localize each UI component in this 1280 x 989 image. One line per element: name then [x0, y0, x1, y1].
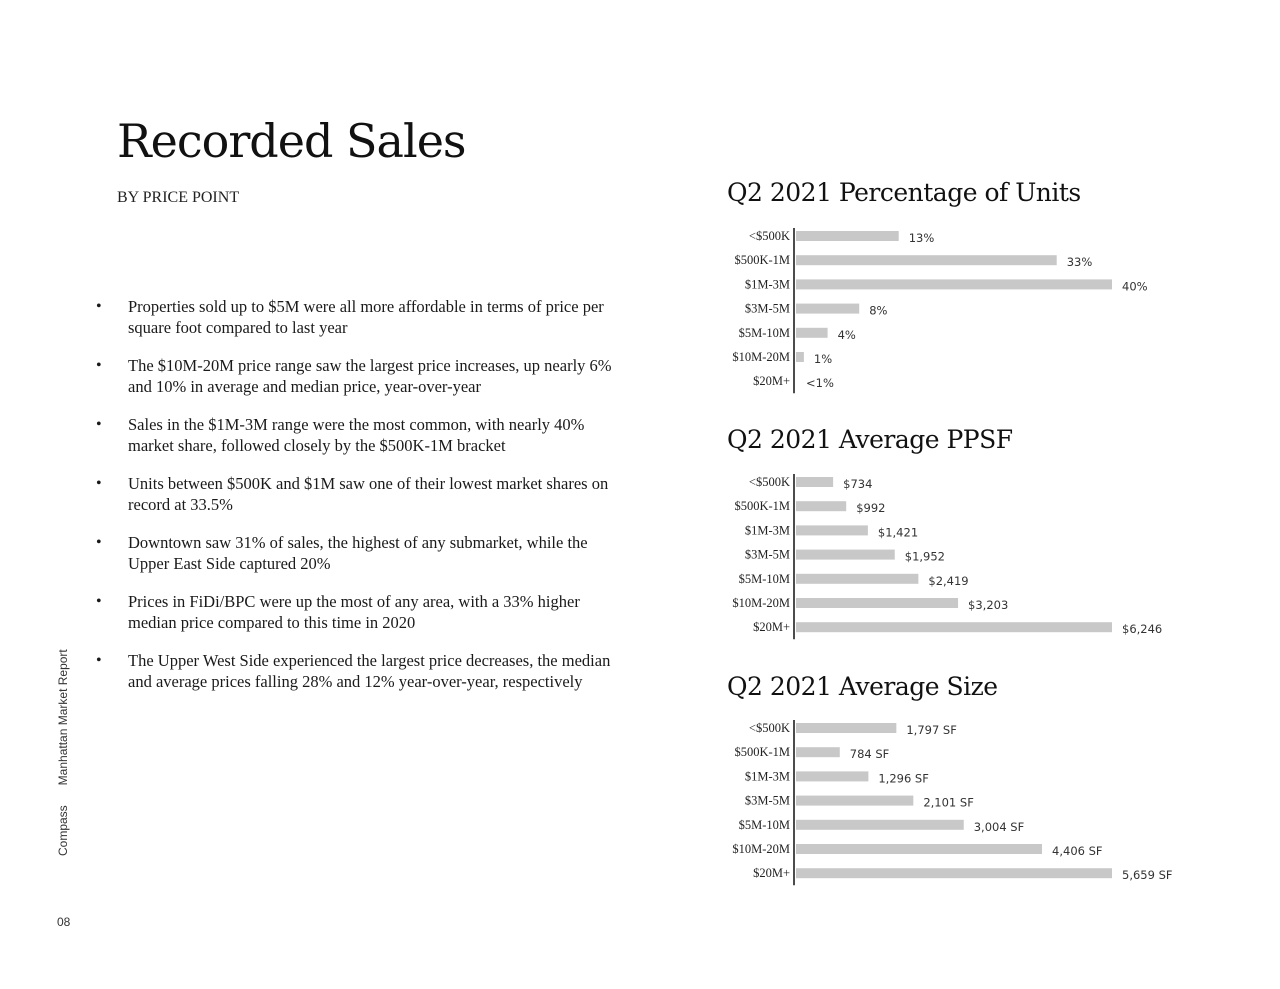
chart-svg-size — [700, 718, 1173, 890]
category-label: $5M-10M — [738, 571, 790, 586]
bullet-text: Prices in FiDi/BPC were up the most of any area, with a 33% higher median price compared to this time in 2020 — [128, 592, 580, 632]
bullet-glyph: • — [96, 416, 102, 433]
bullet-item — [96, 296, 616, 338]
bullet-item — [96, 591, 616, 633]
value-label: $6,246 — [1122, 622, 1163, 637]
page-subtitle: BY PRICE POINT — [117, 189, 240, 206]
value-label: 5,659 SF — [1122, 868, 1173, 883]
category-label: $10M-20M — [732, 842, 790, 856]
bar — [796, 747, 840, 757]
bullet-text: The $10M-20M price range saw the largest price increases, up nearly 6% and 10% in average and median price, year-over-year — [128, 356, 612, 396]
category-label: $3M-5M — [744, 301, 790, 316]
chart-percentage-of-units — [700, 226, 1170, 398]
value-label: $1,421 — [877, 525, 919, 540]
value-label: 4,406 SF — [1052, 844, 1103, 858]
bar — [796, 771, 868, 781]
bullet-item — [96, 355, 616, 397]
bullet-text: Sales in the $1M-3M range were the most common, with nearly 40% market share, followed closely by the $500K-1M bracket — [128, 415, 585, 455]
bullet-glyph: • — [96, 298, 102, 315]
category-label: $20M+ — [753, 620, 790, 635]
value-label: 33% — [1066, 255, 1093, 270]
value-label: <1% — [806, 376, 834, 391]
bullet-item — [96, 532, 616, 574]
bullet-text: Downtown saw 31% of sales, the highest of any submarket, while the Upper East Side captured 20% — [128, 533, 588, 573]
bullet-glyph: • — [96, 652, 102, 669]
category-label: <$500K — [748, 229, 790, 243]
bar — [796, 477, 833, 487]
bar — [796, 844, 1042, 854]
page-number: 08 — [57, 915, 71, 929]
value-label: $3,203 — [968, 598, 1009, 612]
category-label: $5M-10M — [738, 817, 790, 832]
bar — [796, 550, 895, 560]
chart-title-units: Q2 2021 Percentage of Units — [727, 178, 1081, 207]
chart-svg-ppsf — [700, 472, 1170, 644]
category-label: $20M+ — [753, 374, 790, 389]
value-label: 4% — [837, 327, 856, 342]
value-label: 1,296 SF — [878, 771, 929, 786]
bar — [796, 352, 804, 362]
footer-brand: Compass — [56, 805, 70, 856]
bar — [796, 304, 859, 314]
value-label: 784 SF — [849, 747, 890, 762]
bar — [796, 231, 899, 241]
value-label: 1% — [813, 352, 833, 366]
bar — [796, 255, 1057, 265]
value-label: $992 — [856, 501, 886, 516]
bullet-list — [96, 296, 616, 709]
value-label: $734 — [843, 477, 873, 491]
category-label: $3M-5M — [744, 547, 790, 562]
bar — [796, 622, 1112, 632]
value-label: 2,101 SF — [923, 795, 974, 810]
value-label: $2,419 — [928, 573, 969, 588]
value-label: 1,797 SF — [906, 723, 957, 737]
bullet-item — [96, 473, 616, 515]
bullet-glyph: • — [96, 593, 102, 610]
category-label: $10M-20M — [732, 596, 790, 610]
page-title: Recorded Sales — [117, 114, 466, 168]
bar — [796, 328, 828, 338]
footer-report-name: Manhattan Market Report — [56, 649, 70, 786]
value-label: 13% — [908, 231, 935, 245]
bar — [796, 501, 846, 511]
bullet-text: The Upper West Side experienced the largest price decreases, the median and average prices falling 28% and 12% year-over-year, respectively — [128, 651, 611, 691]
category-label: $1M-3M — [744, 277, 790, 292]
category-label: $1M-3M — [744, 523, 790, 538]
category-label: <$500K — [748, 721, 790, 735]
value-label: $1,952 — [904, 549, 946, 564]
bullet-glyph: • — [96, 534, 102, 551]
bullet-glyph: • — [96, 357, 102, 374]
bar — [796, 598, 958, 608]
category-label: $500K-1M — [734, 253, 790, 268]
bullet-text: Properties sold up to $5M were all more affordable in terms of price per square foot compared to last year — [128, 297, 604, 337]
bar — [796, 574, 918, 584]
chart-average-size — [700, 718, 1173, 890]
bar — [796, 868, 1112, 878]
value-label: 8% — [869, 303, 888, 318]
bar — [796, 820, 964, 830]
category-label: $3M-5M — [744, 793, 790, 808]
category-label: $20M+ — [753, 866, 790, 881]
category-label: $500K-1M — [734, 745, 790, 760]
value-label: 40% — [1122, 279, 1148, 294]
category-label: $500K-1M — [734, 499, 790, 514]
bullet-text: Units between $500K and $1M saw one of their lowest market shares on record at 33.5% — [128, 474, 609, 514]
value-label: 3,004 SF — [973, 819, 1025, 834]
bar — [796, 723, 896, 733]
bullet-glyph: • — [96, 475, 102, 492]
bullet-item — [96, 414, 616, 456]
category-label: $1M-3M — [744, 769, 790, 784]
footer-side-label — [56, 649, 70, 856]
chart-average-ppsf — [700, 472, 1170, 644]
category-label: $5M-10M — [738, 325, 790, 340]
chart-title-ppsf: Q2 2021 Average PPSF — [727, 425, 1013, 454]
category-label: $10M-20M — [732, 350, 790, 364]
bullet-item — [96, 650, 616, 692]
bar — [796, 279, 1112, 289]
chart-title-size: Q2 2021 Average Size — [727, 672, 998, 701]
category-label: <$500K — [748, 475, 790, 489]
bar — [796, 796, 913, 806]
chart-svg-units — [700, 226, 1170, 398]
bar — [796, 525, 868, 535]
